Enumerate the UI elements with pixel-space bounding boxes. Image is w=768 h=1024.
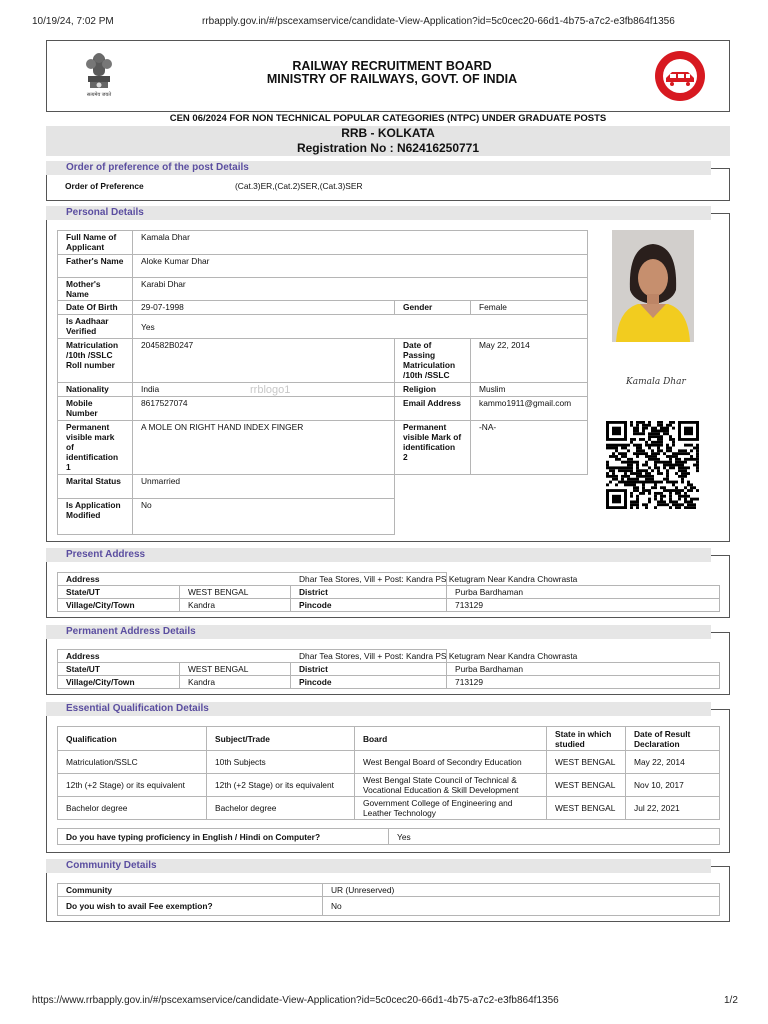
religion-label: Religion	[395, 383, 471, 397]
present-address-label: Address	[58, 573, 447, 586]
email-value: kammo1911@gmail.com	[471, 397, 588, 421]
cell: WEST BENGAL	[547, 751, 626, 774]
table-row	[58, 774, 720, 797]
present-address-value: Dhar Tea Stores, Vill + Post: Kandra PS Ketugram Near Kandra Chowrasta	[299, 574, 578, 584]
matric-value: 204582B0247	[133, 339, 395, 383]
mother-value: Karabi Dhar	[133, 278, 588, 301]
permanent-village-label: Village/City/Town	[58, 676, 180, 689]
col-qualification: Qualification	[58, 727, 207, 751]
fee-label: Do you wish to avail Fee exemption?	[58, 897, 323, 916]
cell: West Bengal Board of Secondry Education	[355, 751, 547, 774]
permanent-district-value: Purba Bardhaman	[447, 663, 720, 676]
passing-value: May 22, 2014	[471, 339, 588, 383]
marital-value: Unmarried	[133, 475, 395, 499]
typing-label: Do you have typing proficiency in English / Hindi on Computer?	[58, 829, 389, 845]
dob-value: 29-07-1998	[133, 301, 395, 315]
col-board: Board	[355, 727, 547, 751]
mark2-label: Permanent visible Mark of identification 2	[395, 421, 471, 475]
qr-code	[606, 421, 699, 509]
father-label: Father's Name	[58, 255, 133, 278]
signature: Kamala Dhar	[626, 377, 686, 387]
religion-value: Muslim	[471, 383, 588, 397]
permanent-district-label: District	[291, 663, 447, 676]
indian-railways-logo	[654, 50, 706, 102]
mark1-value: A MOLE ON RIGHT HAND INDEX FINGER	[133, 421, 395, 475]
present-district-label: District	[291, 586, 447, 599]
community-table	[57, 883, 720, 916]
present-pincode-value: 713129	[447, 599, 720, 612]
mark2-value: -NA-	[471, 421, 588, 475]
qualification-table	[57, 726, 720, 820]
full-name-value: Kamala Dhar	[133, 231, 588, 255]
cell: Nov 10, 2017	[626, 774, 720, 797]
cell: May 22, 2014	[626, 751, 720, 774]
permanent-heading: Permanent Address Details	[46, 625, 711, 639]
community-label: Community	[58, 884, 323, 897]
table-row	[58, 751, 720, 774]
footer-url: https://www.rrbapply.gov.in/#/pscexamservice/candidate-View-Application?id=5c0cec20-66d1-4b75-a7c2-e3fb864f1356	[32, 995, 559, 1006]
col-subject: Subject/Trade	[207, 727, 355, 751]
table-row	[58, 797, 720, 820]
cell: Jul 22, 2021	[626, 797, 720, 820]
gender-label: Gender	[395, 301, 471, 315]
present-pincode-label: Pincode	[291, 599, 447, 612]
cell: Government College of Engineering and Leather Technology	[355, 797, 547, 820]
community-heading: Community Details	[46, 859, 711, 873]
print-datetime: 10/19/24, 7:02 PM	[32, 16, 114, 27]
mother-label: Mother's Name	[58, 278, 133, 301]
print-url: rrbapply.gov.in/#/pscexamservice/candidate-View-Application?id=5c0cec20-66d1-4b75-a7c2-e3fb864f1356	[202, 16, 675, 27]
cell: 12th (+2 Stage) or its equivalent	[207, 774, 355, 797]
dob-label: Date Of Birth	[58, 301, 133, 315]
mobile-value: 8617527074	[133, 397, 395, 421]
qualification-heading: Essential Qualification Details	[46, 702, 711, 716]
cell: Bachelor degree	[58, 797, 207, 820]
national-emblem	[76, 50, 122, 106]
cell: 12th (+2 Stage) or its equivalent	[58, 774, 207, 797]
gender-value: Female	[471, 301, 588, 315]
present-district-value: Purba Bardhaman	[447, 586, 720, 599]
fee-value: No	[323, 897, 720, 916]
watermark: rrblogo1	[250, 384, 291, 396]
cell: West Bengal State Council of Technical & Vocational Education & Skill Development	[355, 774, 547, 797]
present-village-label: Village/City/Town	[58, 599, 180, 612]
emblem-caption: सत्यमेव जयते	[86, 92, 112, 98]
full-name-label: Full Name of Applicant	[58, 231, 133, 255]
page-number: 1/2	[724, 995, 738, 1006]
permanent-village-value: Kandra	[180, 676, 291, 689]
ministry-title: MINISTRY OF RAILWAYS, GOVT. OF INDIA	[266, 72, 518, 86]
personal-table	[57, 230, 588, 535]
col-state: State in which studied	[547, 727, 626, 751]
registration-number: Registration No : N62416250771	[296, 141, 480, 155]
permanent-pincode-label: Pincode	[291, 676, 447, 689]
permanent-address-label: Address	[58, 650, 447, 663]
email-label: Email Address	[395, 397, 471, 421]
community-value: UR (Unreserved)	[323, 884, 720, 897]
mobile-label: Mobile Number	[58, 397, 133, 421]
cell: 10th Subjects	[207, 751, 355, 774]
modified-value: No	[133, 499, 395, 535]
cell: Bachelor degree	[207, 797, 355, 820]
cell: WEST BENGAL	[547, 774, 626, 797]
typing-table	[57, 828, 720, 845]
nationality-label: Nationality	[58, 383, 133, 397]
cell: Matriculation/SSLC	[58, 751, 207, 774]
permanent-address-value: Dhar Tea Stores, Vill + Post: Kandra PS Ketugram Near Kandra Chowrasta	[299, 651, 578, 661]
present-village-value: Kandra	[180, 599, 291, 612]
col-result-date: Date of Result Declaration	[626, 727, 720, 751]
permanent-state-value: WEST BENGAL	[180, 663, 291, 676]
present-state-label: State/UT	[58, 586, 180, 599]
matric-label: Matriculation /10th /SSLC Roll number	[58, 339, 133, 383]
preference-heading: Order of preference of the post Details	[46, 161, 711, 175]
rrb-name: RRB - KOLKATA	[341, 126, 435, 140]
typing-value: Yes	[389, 829, 720, 845]
cell: WEST BENGAL	[547, 797, 626, 820]
marital-label: Marital Status	[58, 475, 133, 499]
present-heading: Present Address	[46, 548, 711, 562]
mark1-label: Permanent visible mark of identification 1	[58, 421, 133, 475]
aadhaar-label: Is Aadhaar Verified	[58, 315, 133, 339]
aadhaar-value: Yes	[133, 315, 588, 339]
board-title: RAILWAY RECRUITMENT BOARD	[292, 59, 492, 73]
cen-title: CEN 06/2024 FOR NON TECHNICAL POPULAR CATEGORIES (NTPC) UNDER GRADUATE POSTS	[169, 113, 607, 124]
personal-heading: Personal Details	[46, 206, 711, 220]
candidate-photo	[612, 230, 694, 342]
preference-label: Order of Preference	[65, 181, 144, 191]
father-value: Aloke Kumar Dhar	[133, 255, 588, 278]
nationality-value: India	[133, 383, 395, 397]
present-state-value: WEST BENGAL	[180, 586, 291, 599]
permanent-state-label: State/UT	[58, 663, 180, 676]
passing-label: Date of Passing Matriculation /10th /SSLC	[395, 339, 471, 383]
permanent-pincode-value: 713129	[447, 676, 720, 689]
preference-value: (Cat.3)ER,(Cat.2)SER,(Cat.3)SER	[235, 181, 363, 191]
modified-label: Is Application Modified	[58, 499, 133, 535]
